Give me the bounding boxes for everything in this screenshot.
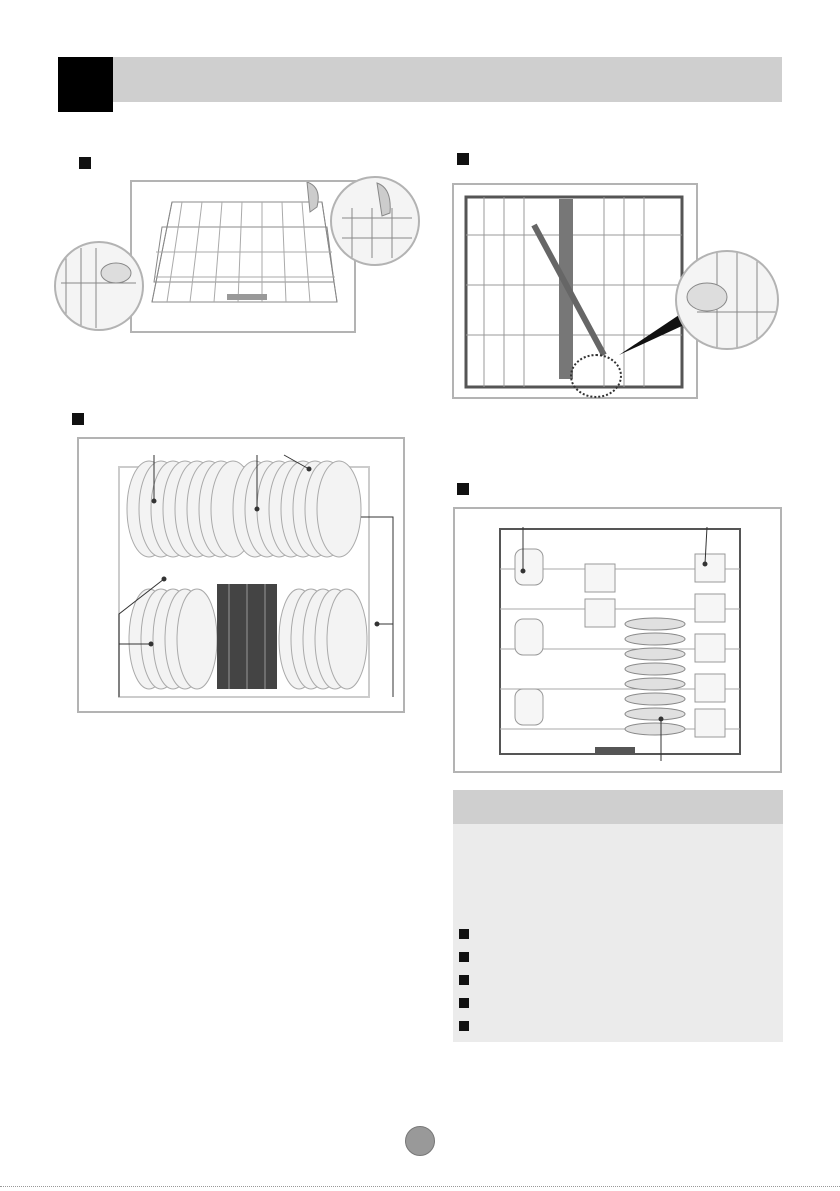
basket-wheel-detail (56, 243, 142, 329)
clip-hand-detail (677, 252, 777, 348)
detail-circle-clip (675, 250, 779, 350)
info-box-header (453, 790, 783, 824)
header-band (58, 57, 782, 102)
bullet-icon (459, 952, 469, 962)
bullet-icon (459, 929, 469, 939)
figure-bullet-icon (79, 157, 91, 169)
cups-illustration (455, 509, 780, 771)
figure-cups-glasses (453, 507, 782, 773)
figure-bullet-icon (457, 153, 469, 165)
bullet-icon (459, 1021, 469, 1031)
page-number-circle (405, 1126, 435, 1156)
figure-bullet-icon (457, 483, 469, 495)
hand-lever-detail (332, 178, 418, 264)
plates-illustration (79, 439, 403, 711)
info-box (453, 790, 783, 1042)
detail-circle-right (330, 176, 420, 266)
section-tab (58, 57, 113, 112)
detail-circle-left (54, 241, 144, 331)
basket-illustration (132, 182, 354, 331)
bullet-icon (459, 975, 469, 985)
figure-basket-height (130, 180, 356, 333)
dashed-marker-circle (570, 354, 622, 398)
footer-rule (0, 1186, 840, 1187)
figure-plates (77, 437, 405, 713)
figure-bullet-icon (72, 413, 84, 425)
bullet-icon (459, 998, 469, 1008)
